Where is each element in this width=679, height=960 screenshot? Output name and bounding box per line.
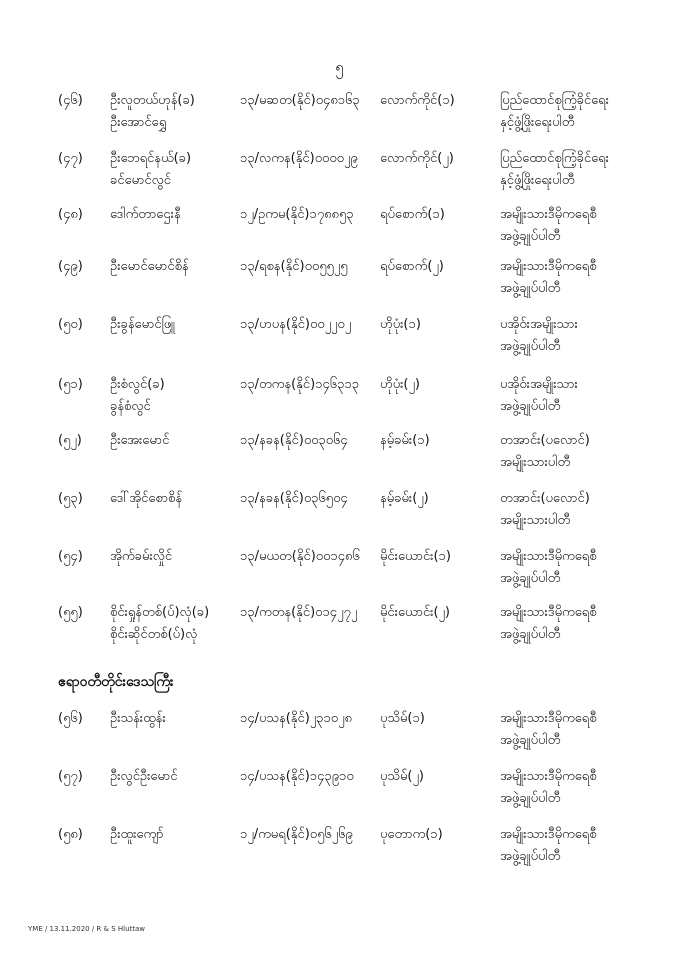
nrc-number: ၁၄/ပသန(နိုင်)၁၄၃၉၁၀ xyxy=(240,769,354,784)
party-name-line: အဖွဲ့ချုပ်ပါတီ xyxy=(500,791,561,806)
constituency: နမ့်ခမ်း(၁) xyxy=(380,433,430,448)
party-name-line: အမျိုးသားဒီမိုကရေစီ xyxy=(500,711,597,726)
party-name-line: အဖွဲ့ချုပ်ပါတီ xyxy=(500,849,561,864)
party-name-line: အဖွဲ့ချုပ်ပါတီ xyxy=(500,571,561,586)
nrc-number: ၁၃/တကန(နိုင်)၁၄၆၃၁၃ xyxy=(240,377,360,392)
nrc-number: ၁၂/ဥကမ(နိုင်)၁၇၈၈၅၃ xyxy=(240,207,354,222)
nrc-number: ၁၃/ကတန(နိုင်)၀၁၄၂၇၂ xyxy=(240,605,358,620)
entry-number: (၅၇) xyxy=(58,769,83,784)
entry-number: (၄၇) xyxy=(58,151,83,166)
candidate-name-line: ဦးလွင်ဦးမောင် xyxy=(110,769,178,784)
candidate-name xyxy=(110,314,240,336)
nrc-number: ၁၃/လကန(နိုင်)၀၀၀၀၂၉ xyxy=(240,151,358,166)
party-name-line: အမျိုးသားဒီမိုကရေစီ xyxy=(500,207,597,222)
party-name xyxy=(500,314,670,358)
candidate-name-line: ဒေါက်တာဌေးနီ xyxy=(110,207,181,222)
entry-number: (၅၈) xyxy=(58,827,83,842)
entry-number: (၄၆) xyxy=(58,93,83,108)
party-name xyxy=(500,148,670,192)
nrc-number: ၁၃/နခန(နိုင်)၀၃၆၅၀၄ xyxy=(240,491,348,506)
party-name xyxy=(500,602,670,646)
candidate-name-line: ဦးမောင်မောင်စိန် xyxy=(110,259,189,274)
party-name-line: အမျိုးသားပါတီ xyxy=(500,455,571,470)
candidate-name xyxy=(110,488,240,510)
candidate-name xyxy=(110,204,240,226)
candidate-name-line: ဒေါ်အိုင်စောစိန် xyxy=(110,491,183,506)
party-name-line: အမျိုးသားဒီမိုကရေစီ xyxy=(500,259,597,274)
party-name-line: နှင့်ဖွံ့ဖြိုးရေးပါတီ xyxy=(500,173,575,188)
constituency: ရပ်စောက်(၁) xyxy=(380,207,445,222)
party-name xyxy=(500,708,670,752)
candidate-name-line: ဦးစံလွင်(ခ) xyxy=(110,377,165,392)
nrc-number: ၁၃/နခန(နိုင်)၀၀၃၀၆၄ xyxy=(240,433,348,448)
constituency: ဟိုပုံး(၁) xyxy=(380,317,421,332)
candidate-name xyxy=(110,546,240,568)
party-name-line: အမျိုးသားဒီမိုကရေစီ xyxy=(500,549,597,564)
party-name-line: အဖွဲ့ချုပ်ပါတီ xyxy=(500,281,561,296)
party-name-line: အဖွဲ့ချုပ်ပါတီ xyxy=(500,399,561,414)
entry-number: (၄၉) xyxy=(58,259,83,274)
party-name-line: ပြည်ထောင်စုကြံ့ခိုင်ရေး xyxy=(500,93,609,108)
party-name xyxy=(500,204,670,248)
constituency: ဟိုပုံး(၂) xyxy=(380,377,420,392)
candidate-name-line: ဦးထူးကျော် xyxy=(110,827,164,842)
candidate-name xyxy=(110,766,240,788)
constituency: ပုတောက(၁) xyxy=(380,827,443,842)
candidate-name xyxy=(110,824,240,846)
party-name xyxy=(500,256,670,300)
candidate-name-line: စိုင်းဆိုင်တစ်(ပ်)လုံ xyxy=(110,627,198,642)
party-name xyxy=(500,488,670,532)
candidate-name-line: ဦးလူတယ်ဟုန်(ခ) xyxy=(110,93,195,108)
party-name xyxy=(500,430,670,474)
party-name-line: အမျိုးသားပါတီ xyxy=(500,513,571,528)
party-name-line: အဖွဲ့ချုပ်ပါတီ xyxy=(500,339,561,354)
candidate-name xyxy=(110,374,240,418)
candidate-name-line: ခွန်စံလွင် xyxy=(110,399,151,414)
candidate-name xyxy=(110,256,240,278)
candidate-name xyxy=(110,708,240,730)
party-name-line: နှင့်ဖွံ့ဖြိုးရေးပါတီ xyxy=(500,115,575,130)
party-name-line: ပအိုဝ်းအမျိုးသား xyxy=(500,377,578,392)
candidate-name xyxy=(110,430,240,452)
entry-number: (၅၃) xyxy=(58,491,83,506)
party-name-line: အမျိုးသားဒီမိုကရေစီ xyxy=(500,605,597,620)
party-name xyxy=(500,546,670,590)
candidate-name-line: ခင်မောင်လွင် xyxy=(110,173,171,188)
party-name xyxy=(500,824,670,868)
party-name-line: ပအိုဝ်းအမျိုးသား xyxy=(500,317,578,332)
candidate-name-line: ဦးသန်းထွန်း xyxy=(110,711,166,726)
nrc-number: ၁၃/ဟပန(နိုင်)၀၀၂၂၀၂ xyxy=(240,317,352,332)
footer-note: YME / 13.11.2020 / R & S Hluttaw xyxy=(28,925,146,933)
constituency: မိုင်းယောင်း(၂) xyxy=(380,605,451,620)
entry-number: (၅၀) xyxy=(58,317,83,332)
candidate-name xyxy=(110,90,240,134)
candidate-name-line: ဦးအောင်ရွှေ xyxy=(110,115,167,130)
party-name-line: တအာင်း(ပလောင်) xyxy=(500,491,590,506)
candidate-name-line: စိုင်းရှုန်တစ်(ပ်)လုံ(ခ) xyxy=(110,605,210,620)
party-name-line: အမျိုးသားဒီမိုကရေစီ xyxy=(500,769,597,784)
party-name xyxy=(500,90,670,134)
constituency: မိုင်းယောင်း(၁) xyxy=(380,549,451,564)
section-heading: ဧရာဝတီတိုင်းဒေသကြီး xyxy=(58,674,174,690)
candidate-name xyxy=(110,602,240,646)
entry-number: (၅၆) xyxy=(58,711,83,726)
nrc-number: ၁၄/ပသန(နိုင်)၂၃၁၀၂၈ xyxy=(240,711,352,726)
entry-number: (၄၈) xyxy=(58,207,83,222)
party-name xyxy=(500,374,670,418)
entry-number: (၅၄) xyxy=(58,549,83,564)
page-number: ၅ xyxy=(335,58,344,76)
constituency: နမ့်ခမ်း(၂) xyxy=(380,491,429,506)
constituency: ပုသိမ်(၁) xyxy=(380,711,425,726)
nrc-number: ၁၃/ရစန(နိုင်)၀၀၅၅၂၅ xyxy=(240,259,348,274)
constituency: လောက်ကိုင်(၁) xyxy=(380,93,455,108)
party-name-line: အဖွဲ့ချုပ်ပါတီ xyxy=(500,627,561,642)
entry-number: (၅၁) xyxy=(58,377,83,392)
constituency: ပုသိမ်(၂) xyxy=(380,769,424,784)
entry-number: (၅၅) xyxy=(58,605,83,620)
constituency: လောက်ကိုင်(၂) xyxy=(380,151,454,166)
party-name-line: အဖွဲ့ချုပ်ပါတီ xyxy=(500,733,561,748)
party-name xyxy=(500,766,670,810)
nrc-number: ၁၂/ကမရ(နိုင်)၀၅၆၂၆၉ xyxy=(240,827,353,842)
party-name-line: ပြည်ထောင်စုကြံ့ခိုင်ရေး xyxy=(500,151,609,166)
nrc-number: ၁၃/မဆတ(နိုင်)၀၄၈၁၆၃ xyxy=(240,93,360,108)
party-name-line: အဖွဲ့ချုပ်ပါတီ xyxy=(500,229,561,244)
party-name-line: အမျိုးသားဒီမိုကရေစီ xyxy=(500,827,597,842)
party-name-line: တအာင်း(ပလောင်) xyxy=(500,433,590,448)
candidate-name xyxy=(110,148,240,192)
candidate-name-line: ဦးခွန်မောင်ဖြူ xyxy=(110,317,175,332)
constituency: ရပ်စောက်(၂) xyxy=(380,259,444,274)
candidate-name-line: အိုက်ခမ်းလှိုင် xyxy=(110,549,173,564)
nrc-number: ၁၃/မယတ(နိုင်)၀၀၁၄၈၆ xyxy=(240,549,360,564)
candidate-name-line: ဦးဘေရင်နယ်(ခ) xyxy=(110,151,192,166)
entry-number: (၅၂) xyxy=(58,433,82,448)
candidate-name-line: ဦးအေးမောင် xyxy=(110,433,170,448)
